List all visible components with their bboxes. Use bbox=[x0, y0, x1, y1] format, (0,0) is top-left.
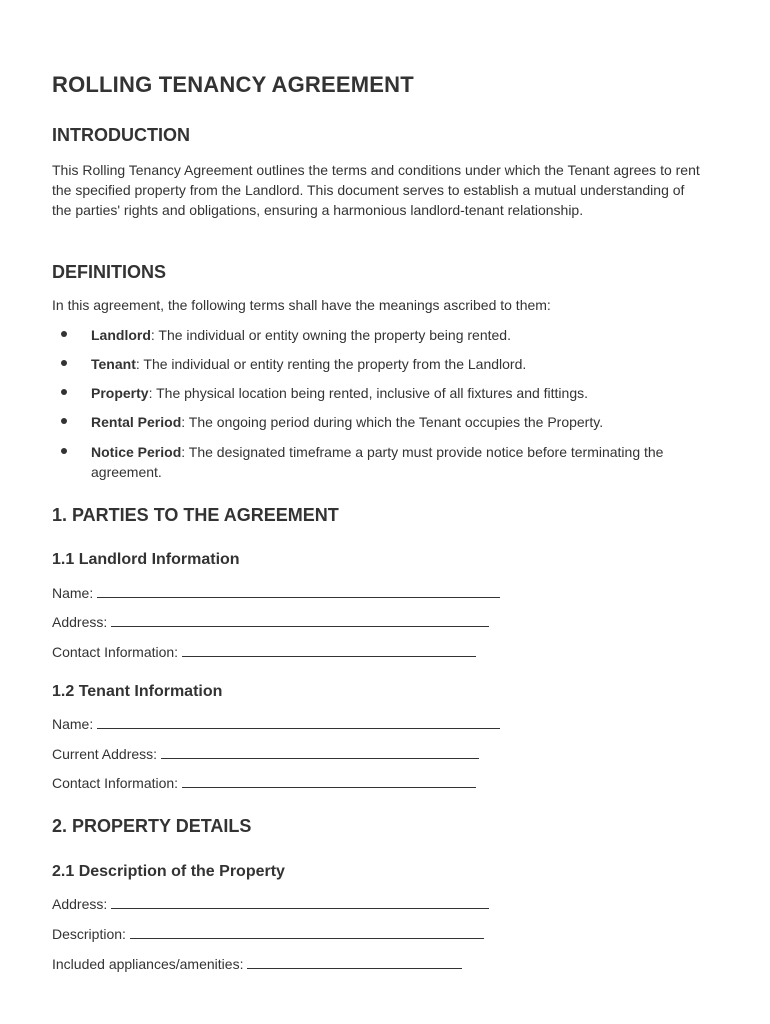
definition-text: : The individual or entity owning the property being rented. bbox=[150, 327, 511, 343]
definition-text: : The physical location being rented, inclusive of all fixtures and fittings. bbox=[148, 385, 589, 401]
tenant-contact-field bbox=[52, 772, 476, 793]
definition-term: Rental Period bbox=[91, 414, 182, 430]
landlord-name-field bbox=[52, 582, 500, 603]
definitions-intro: In this agreement, the following terms shall have the meanings ascribed to them: bbox=[52, 297, 551, 313]
bullet-icon bbox=[61, 418, 67, 424]
property-details-heading: 2. PROPERTY DETAILS bbox=[52, 816, 252, 836]
property-description-heading: 2.1 Description of the Property bbox=[52, 863, 285, 880]
landlord-name-label: Name: bbox=[52, 585, 94, 601]
property-appliances-label: Included appliances/amenities: bbox=[52, 956, 244, 972]
tenant-current-address-label: Current Address: bbox=[52, 746, 158, 762]
tenant-contact-label: Contact Information: bbox=[52, 775, 179, 791]
definition-term: Tenant bbox=[91, 356, 136, 372]
landlord-name-blank[interactable] bbox=[97, 582, 500, 598]
document-title: ROLLING TENANCY AGREEMENT bbox=[52, 72, 414, 97]
bullet-icon bbox=[61, 360, 67, 366]
tenant-info-heading: 1.2 Tenant Information bbox=[52, 683, 223, 700]
definition-text: : The designated timeframe a party must provide notice before terminating the agreement. bbox=[91, 444, 664, 480]
tenant-contact-blank[interactable] bbox=[182, 772, 476, 788]
definition-term: Property bbox=[91, 385, 149, 401]
introduction-body: This Rolling Tenancy Agreement outlines the terms and conditions under which the Tenant agrees to rent the specified property from the Landlord. This document serves to establish a mutual understanding of the parties' rights and obligations, ensuring a harmonious landlord-tenant relationship. bbox=[52, 162, 700, 218]
tenant-name-field bbox=[52, 713, 500, 734]
property-address-blank[interactable] bbox=[111, 893, 489, 909]
definition-term: Landlord bbox=[91, 327, 151, 343]
property-address-field bbox=[52, 893, 489, 914]
definition-term: Notice Period bbox=[91, 444, 182, 460]
tenant-current-address-field bbox=[52, 743, 479, 764]
landlord-address-label: Address: bbox=[52, 614, 108, 630]
landlord-address-blank[interactable] bbox=[111, 611, 489, 627]
landlord-address-field bbox=[52, 611, 489, 632]
property-appliances-field bbox=[52, 953, 462, 974]
introduction-heading: INTRODUCTION bbox=[52, 125, 190, 145]
property-description-label: Description: bbox=[52, 926, 126, 942]
bullet-icon bbox=[61, 389, 67, 395]
definition-text: : The ongoing period during which the Tenant occupies the Property. bbox=[181, 414, 604, 430]
definition-text: : The individual or entity renting the property from the Landlord. bbox=[135, 356, 527, 372]
bullet-icon bbox=[61, 331, 67, 337]
landlord-contact-field bbox=[52, 641, 476, 662]
property-appliances-blank[interactable] bbox=[247, 953, 462, 969]
landlord-contact-blank[interactable] bbox=[182, 641, 476, 657]
property-address-label: Address: bbox=[52, 896, 108, 912]
tenant-current-address-blank[interactable] bbox=[161, 743, 479, 759]
tenant-name-blank[interactable] bbox=[97, 713, 500, 729]
property-description-blank[interactable] bbox=[130, 923, 484, 939]
property-description-field bbox=[52, 923, 484, 944]
bullet-icon bbox=[61, 448, 67, 454]
landlord-contact-label: Contact Information: bbox=[52, 644, 179, 660]
tenant-name-label: Name: bbox=[52, 716, 94, 732]
definitions-heading: DEFINITIONS bbox=[52, 262, 167, 282]
parties-heading: 1. PARTIES TO THE AGREEMENT bbox=[52, 505, 339, 525]
landlord-info-heading: 1.1 Landlord Information bbox=[52, 551, 240, 568]
